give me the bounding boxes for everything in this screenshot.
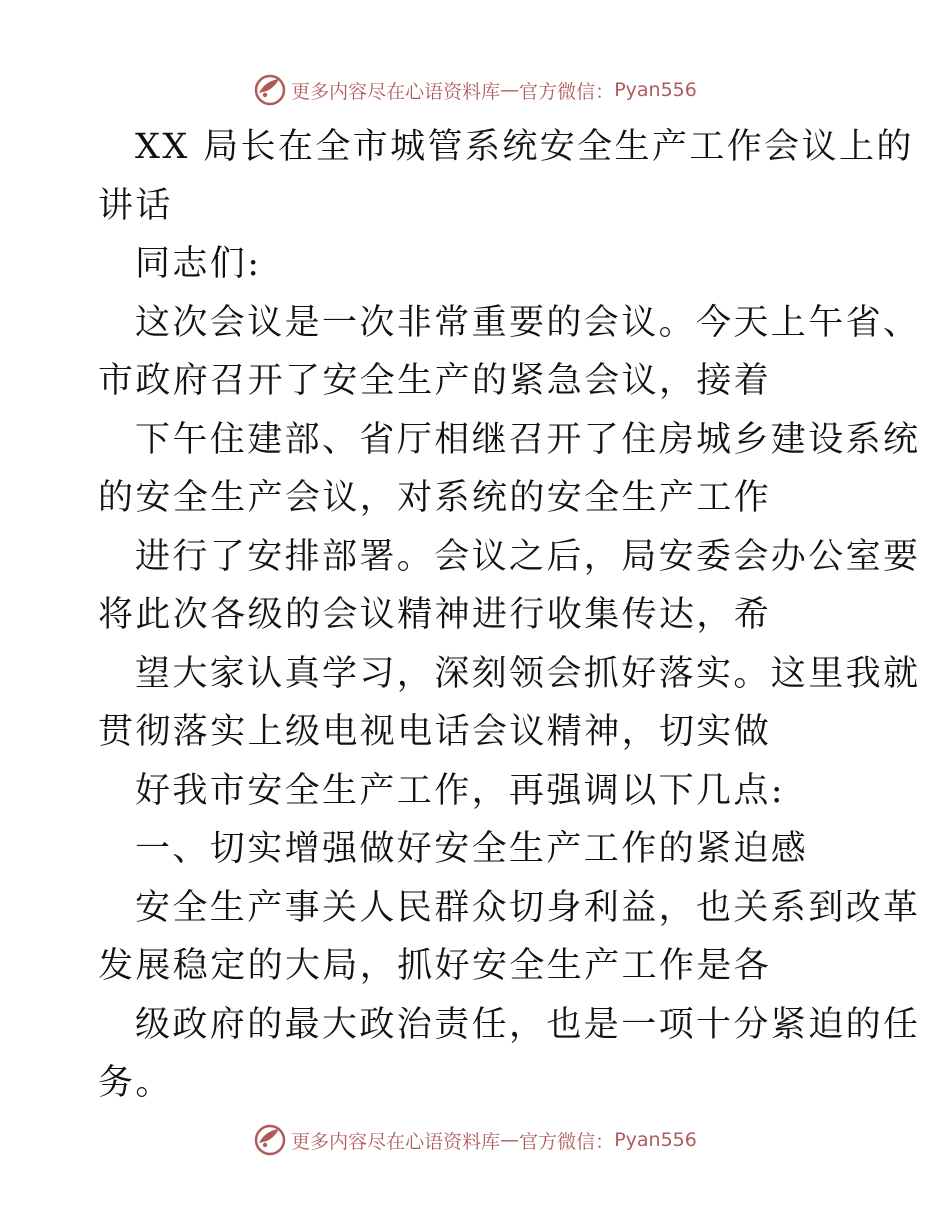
paragraph-line: 市政府召开了安全生产的紧急会议，接着 xyxy=(98,361,772,401)
paragraph-line: 好我市安全生产工作，再强调以下几点: xyxy=(135,770,785,811)
banner-wechat-label: 官方微信： xyxy=(519,80,615,103)
banner-wechat-id: Pyan556 xyxy=(614,1129,697,1151)
paragraph-line: 发展稳定的大局，抓好安全生产工作是各 xyxy=(98,946,772,986)
banner-wechat-label: 官方微信： xyxy=(519,1130,615,1153)
paragraph-line: 进行了安排部署。会议之后，局安委会办公室要 xyxy=(135,536,921,577)
pen-logo-icon xyxy=(253,73,287,107)
paragraph-line: 级政府的最大政治责任，也是一项十分紧迫的任 xyxy=(135,1004,921,1045)
salutation: 同志们: xyxy=(135,244,262,284)
doc-title-line-2: 讲话 xyxy=(98,185,173,226)
banner-text: 更多内容尽在心语资料库 xyxy=(291,80,501,103)
paragraph-line: 下午住建部、省厅相继召开了住房城乡建设系统 xyxy=(135,419,921,460)
paragraph-line: 安全生产事关人民群众切身利益，也关系到改革 xyxy=(135,887,921,928)
doc-title-line-1: XX 局长在全市城管系统安全生产工作会议上的 xyxy=(135,127,914,167)
paragraph-line: 将此次各级的会议精神进行收集传达，希 xyxy=(98,595,772,635)
footer-banner xyxy=(0,1120,950,1160)
document-body xyxy=(98,118,921,1113)
banner-text: 更多内容尽在心语资料库 xyxy=(291,1130,501,1153)
section-heading: 一、切实增强做好安全生产工作的紧迫感 xyxy=(135,829,809,869)
paragraph-line: 望大家认真学习，深刻领会抓好落实。这里我就 xyxy=(135,653,921,694)
header-banner xyxy=(0,70,950,110)
paragraph-line: 务。 xyxy=(98,1063,173,1103)
pen-logo-icon xyxy=(253,1123,287,1157)
paragraph-line: 贯彻落实上级电视电话会议精神，切实做 xyxy=(98,712,772,752)
banner-wechat-id: Pyan556 xyxy=(614,79,697,101)
paragraph-line: 这次会议是一次非常重要的会议。今天上午省、 xyxy=(135,302,921,343)
paragraph-line: 的安全生产会议，对系统的安全生产工作 xyxy=(98,478,772,518)
banner-dash: — xyxy=(500,79,520,101)
banner-dash: — xyxy=(500,1129,520,1151)
